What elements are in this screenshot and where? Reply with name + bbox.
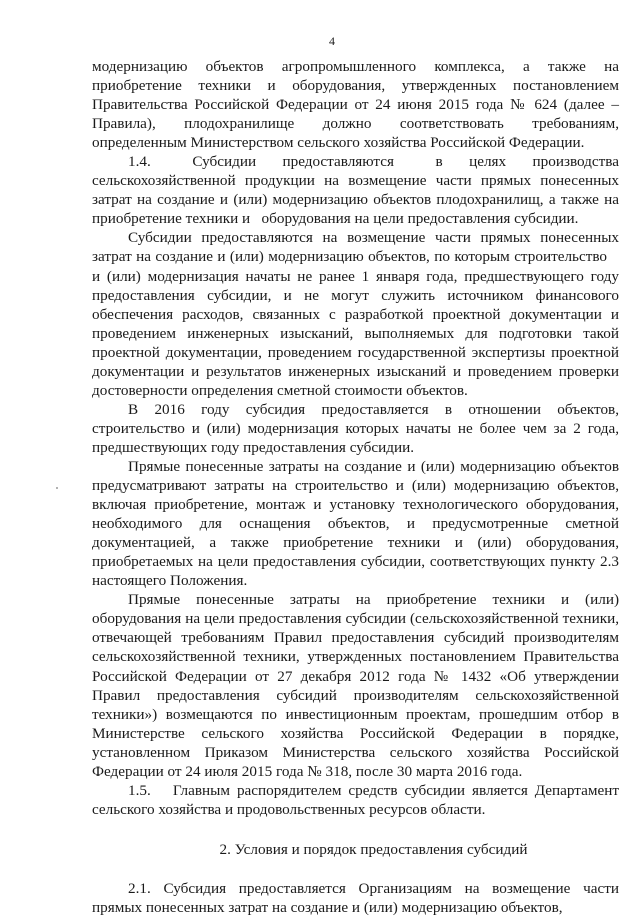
paragraph-2-1: 2.1. Субсидия предоставляется Организациям на возмещение части прямых понесенных затрат на создание и (или) модернизацию объектов, <box>92 879 619 916</box>
paragraph-2016-subsidy: В 2016 году субсидия предоставляется в отношении объектов, строительство и (или) модернизация которых начаты не более чем за 2 года, предшествующих году предоставления субсидии. <box>92 400 619 456</box>
scan-mark <box>56 487 58 489</box>
paragraph-direct-costs-equipment: Прямые понесенные затраты на приобретение техники и (или) оборудования на цели предоставления субсидии (сельскохозяйственной техники, отвечающей требованиям Правил предоставления субсидий производителям сельскохозяйственной техники, утвержденных постановлением Правительства Российской Федерации от 27 декабря 2012 года № 1432 «Об утверждении Правил предоставления субсидий производителям сельскохозяйственной техники») возмещаются по инвестиционным проектам, прошедшим отбор в Министерстве сельского хозяйства Российской Федерации в порядке, установленном Приказом Министерства сельского хозяйства Российской Федерации от 24 июля 2015 года № 318, после 30 марта 2016 года. <box>92 591 619 780</box>
paragraph-subsidy-conditions: Субсидии предоставляются на возмещение части прямых понесенных затрат на создание и (или) модернизацию объектов, по которым строительство и (или) модернизация начаты не ранее 1 января года, предшествующего году предоставления субсидии, и не могут служить источником финансового обеспечения расходов, связанных с разработкой проектной документации и проведением инженерных изысканий, выполняемых для подготовки такой проектной документации, проведением государственной экспертизы проектной документации и результатов инженерных изысканий и проведением проверки достоверности определения сметной стоимости объектов. <box>92 229 619 399</box>
paragraph-1-5: 1.5. Главным распорядителем средств субсидии является Департамент сельского хозяйства и продовольственных ресурсов области. <box>92 781 619 818</box>
paragraph-direct-costs-creation: Прямые понесенные затраты на создание и (или) модернизацию объектов предусматривают затраты на строительство и (или) модернизацию объектов, включая приобретение, монтаж и установку технологического оборудования, необходимого для оснащения объектов, и предусмотренные сметной документацией, а также приобретение техники и (или) оборудования, приобретаемых на цели предоставления субсидии, соответствующих пункту 2.3 настоящего Положения. <box>92 457 619 590</box>
paragraph-1-4: 1.4. Субсидии предоставляются в целях производства сельскохозяйственной продукции на возмещение части прямых понесенных затрат на создание и (или) модернизацию объектов плодохранилищ, а также на приобретение техники и оборудования на цели предоставления субсидии. <box>92 153 619 228</box>
paragraph-continuation: модернизацию объектов агропромышленного комплекса, а также на приобретение техники и оборудования, утвержденных постановлением Правительства Российской Федерации от 24 июня 2015 года № 624 (далее – Правила), плодохранилище должно соответствовать требованиям, определенным Министерством сельского хозяйства Российской Федерации. <box>92 58 619 152</box>
document-body <box>92 57 619 917</box>
section-heading: 2. Условия и порядок предоставления субсидий <box>219 840 528 858</box>
page-number: 4 <box>329 34 335 48</box>
